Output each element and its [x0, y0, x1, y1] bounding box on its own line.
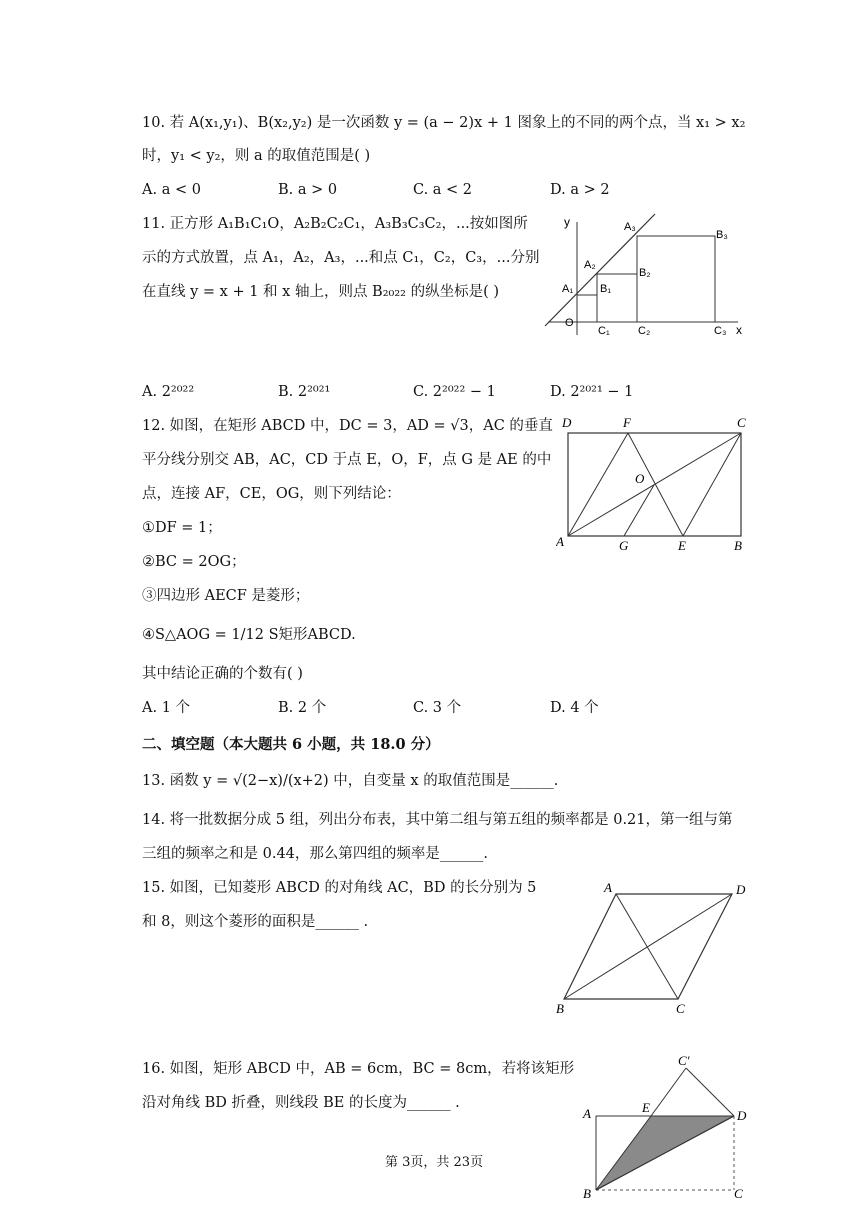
label-d: D — [737, 1108, 747, 1123]
square-1 — [577, 295, 597, 322]
label-d: D — [562, 415, 572, 430]
label-c: C — [734, 1186, 743, 1200]
segment-af — [568, 433, 628, 536]
q14-line1: 14. 将一批数据分成 5 组，列出分布表，其中第二组与第五组的频率都是 0.21，第一组与第 — [142, 812, 733, 828]
q10-option-b: B. a > 0 — [278, 182, 338, 198]
label-c3: C₃ — [714, 325, 727, 337]
label-a: A — [556, 534, 564, 549]
q12-conclusion-3: ③四边形 AECF 是菱形； — [142, 588, 310, 604]
label-c2: C₂ — [638, 325, 651, 337]
section-2-heading: 二、填空题（本大题共 6 小题，共 18.0 分） — [142, 736, 440, 753]
label-e: E — [678, 538, 686, 553]
label-e: E — [642, 1100, 650, 1115]
label-c1: C₁ — [598, 325, 610, 337]
q12-conclusion-2: ②BC = 2OG； — [142, 554, 246, 570]
label-a: A — [583, 1106, 591, 1121]
q11-line3: 在直线 y = x + 1 和 x 轴上，则点 B₂₀₂₂ 的纵坐标是( ) — [142, 284, 499, 300]
q12-line2: 平分线分别交 AB，AC，CD 于点 E，O，F，点 G 是 AE 的中 — [142, 452, 552, 468]
q15-line2: 和 8，则这个菱形的面积是______ . — [142, 914, 369, 930]
q11-line2: 示的方式放置，点 A₁，A₂，A₃，...和点 C₁，C₂，C₃，...分别 — [142, 250, 540, 266]
q11-figure — [540, 210, 750, 340]
page-footer: 第 3页，共 23页 — [385, 1155, 484, 1170]
label-c: C — [676, 1001, 685, 1016]
label-a1: A₁ — [562, 283, 574, 295]
q12-option-c: C. 3 个 — [413, 700, 462, 716]
label-a3: A₃ — [624, 221, 636, 233]
q11-line1: 11. 正方形 A₁B₁C₁O，A₂B₂C₂C₁，A₃B₃C₃C₂，...按如图所 — [142, 216, 528, 232]
q12-figure — [556, 412, 756, 554]
q12-option-a: A. 1 个 — [142, 700, 191, 716]
q11-option-a: A. 2²⁰²² — [142, 384, 195, 400]
diagonal-ac — [616, 894, 678, 999]
q14-line2: 三组的频率之和是 0.44，那么第四组的频率是______. — [142, 846, 489, 862]
label-o: O — [635, 471, 645, 486]
label-x: x — [736, 323, 742, 337]
q12-line1: 12. 如图，在矩形 ABCD 中，DC = 3，AD = √3，AC 的垂直 — [142, 418, 553, 434]
q13-text: 13. 函数 y = √(2−x)/(x+2) 中，自变量 x 的取值范围是______. — [142, 773, 559, 789]
q11-option-b: B. 2²⁰²¹ — [278, 384, 331, 400]
q16-figure — [576, 1052, 760, 1200]
label-b2: B₂ — [639, 267, 651, 279]
label-c: C — [737, 415, 746, 430]
q12-line3: 点，连接 AF，CE，OG，则下列结论： — [142, 486, 401, 502]
segment-c-prime-d — [686, 1068, 734, 1116]
q11-option-d: D. 2²⁰²¹ − 1 — [550, 384, 634, 400]
q10-option-d: D. a > 2 — [550, 182, 610, 198]
q15-line1: 15. 如图，已知菱形 ABCD 的对角线 AC，BD 的长分别为 5 — [142, 880, 537, 896]
q10-line2: 时，y₁ < y₂，则 a 的取值范围是( ) — [142, 148, 371, 164]
diagonal-ac — [568, 433, 741, 536]
q16-line2: 沿对角线 BD 折叠，则线段 BE 的长度为______ . — [142, 1095, 460, 1111]
q10-option-a: A. a < 0 — [142, 182, 201, 198]
q12-conclusion-4: ④S△AOG = 1/12 S矩形ABCD. — [142, 627, 356, 643]
diagonal-bd — [564, 894, 732, 999]
label-b: B — [556, 1001, 564, 1016]
q12-option-b: B. 2 个 — [278, 700, 327, 716]
label-c-prime: C′ — [678, 1053, 690, 1068]
label-a: A — [604, 880, 612, 895]
q11-option-c: C. 2²⁰²² − 1 — [413, 384, 496, 400]
label-b3: B₃ — [716, 229, 728, 241]
square-2 — [597, 274, 637, 322]
label-f: F — [623, 415, 631, 430]
q16-line1: 16. 如图，矩形 ABCD 中，AB = 6cm，BC = 8cm，若将该矩形 — [142, 1061, 575, 1077]
segment-ce — [683, 433, 741, 536]
label-o: O — [565, 317, 574, 329]
q12-conclusion-1: ①DF = 1； — [142, 520, 222, 536]
label-b1: B₁ — [600, 283, 612, 295]
label-a2: A₂ — [584, 259, 596, 271]
q15-figure — [552, 878, 752, 1020]
q10-option-c: C. a < 2 — [413, 182, 473, 198]
label-y: y — [564, 215, 570, 229]
segment-ec-prime — [651, 1068, 686, 1116]
q12-ask: 其中结论正确的个数有( ) — [142, 666, 303, 682]
label-d: D — [736, 882, 746, 897]
segment-og — [624, 485, 654, 536]
square-3 — [637, 236, 715, 322]
label-b: B — [734, 538, 742, 553]
q10-line1: 10. 若 A(x₁,y₁)、B(x₂,y₂) 是一次函数 y = (a − 2)x + 1 图象上的不同的两个点，当 x₁ > x₂ — [142, 115, 746, 131]
label-g: G — [619, 538, 629, 553]
label-b: B — [583, 1186, 591, 1200]
q12-option-d: D. 4 个 — [550, 700, 599, 716]
